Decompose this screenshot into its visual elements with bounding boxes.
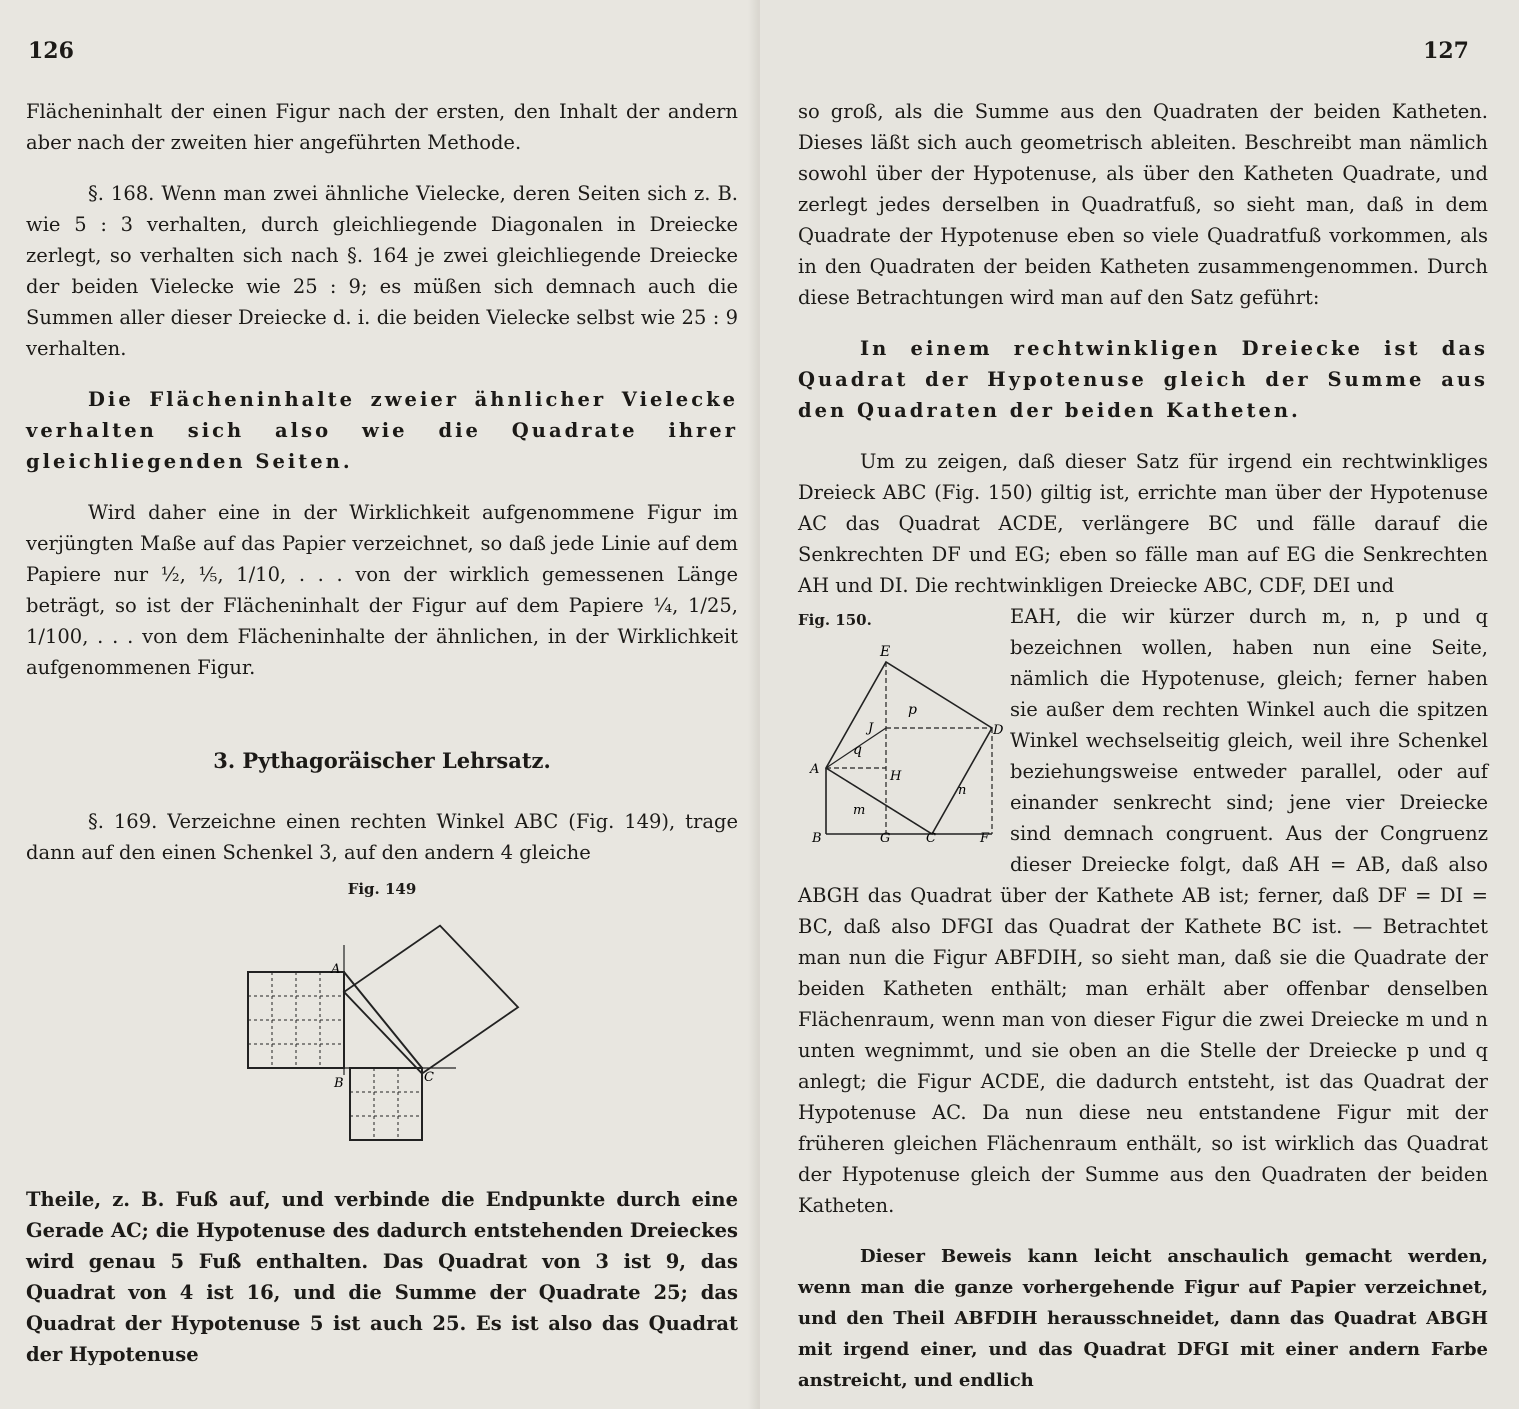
paragraph-proof-continued: EAH, die wir kürzer durch m, n, p und q bezeichnen wollen, haben nun eine Seite, nämlich die Hypotenuse, gleich; ferner haben sie außer dem rechten Winkel auch die spitzen Winkel wechselseitig gleich, weil ihre Schenkel beziehungsweise entweder parallel, oder auf einander senkrecht sind; jene vier Dreiecke sind demnach congruent. Aus der Congruenz dieser Dreiecke folgt, daß AH = AB, daß also ABGH das Quadrat über der Kathete AB ist; ferner, daß DF = DI = BC, daß also DFGI das Quadrat der Kathete BC ist. — Betrachtet man nun die Figur ABFDIH, so sieht man, daß sie die Quadrate der beiden Katheten enthält; man erhält aber offenbar denselben Flächenraum, wenn man von dieser Figur die zwei Dreiecke m und n unten wegnimmt, und sie oben an die Stelle der Dreiecke p und q anlegt; die Figur ACDE, die dadurch entsteht, ist das Quadrat der Hypotenuse AC. Da nun diese neu entstandene Figur mit der früheren gleichen Flächenraum enthält, so ist wirklich das Quadrat der Hypotenuse gleich der Summe aus den Quadraten der beiden Katheten.	[798, 605, 1488, 1217]
figure-149	[26, 874, 738, 1184]
fig150-label-j: J	[868, 721, 874, 736]
fig150-label-n: n	[958, 783, 967, 798]
paragraph-168: §. 168. Wenn man zwei ähnliche Vielecke, deren Seiten sich z. B. wie 5 : 3 verhalten, durch gleichliegende Diagonalen in Dreiecke zerlegt, so verhalten sich nach §. 164 je zwei gleichliegende Dreiecke der beiden Vielecke wie 25 : 9; es müßen sich demnach auch die Summen aller dieser Dreiecke d. i. die beiden Vielecke selbst wie 25 : 9 verhalten.	[26, 182, 738, 360]
fig150-label-d: D	[993, 723, 1004, 738]
fig150-label-c: C	[926, 831, 936, 846]
paragraph: Flächeninhalt der einen Figur nach der ersten, den Inhalt der andern aber nach der zweiten hier angeführten Methode.	[26, 100, 738, 154]
page-number-left: 126	[28, 38, 74, 64]
figure-149-diagram	[26, 905, 738, 1175]
left-column	[26, 96, 738, 1370]
paragraph-169: §. 169. Verzeichne einen rechten Winkel ABC (Fig. 149), trage dann auf den einen Schenkel 3, auf den andern 4 gleiche	[26, 810, 738, 864]
fig150-label-m: m	[853, 803, 866, 818]
fig150-label-e: E	[880, 644, 891, 660]
fig150-label-h: H	[890, 769, 902, 784]
theorem-statement: In einem rechtwinkligen Dreiecke ist das Quadrat der Hypotenuse gleich der Summe aus den Quadraten der beiden Katheten.	[798, 337, 1488, 422]
paragraph: Theile, z. B. Fuß auf, und verbinde die Endpunkte durch eine Gerade AC; die Hypotenuse des dadurch entstehenden Dreieckes wird genau 5 Fuß enthalten. Das Quadrat von 3 ist 9, das Quadrat von 4 ist 16, und die Summe der Quadrate 25; das Quadrat der Hypotenuse 5 ist auch 25. Es ist also das Quadrat der Hypotenuse	[26, 1188, 738, 1366]
section-heading: 3. Pythagoräischer Lehrsatz.	[213, 748, 551, 773]
fig150-label-b: B	[812, 831, 822, 846]
paragraph: Dieser Beweis kann leicht anschaulich gemacht werden, wenn man die ganze vorhergehende Figur auf Papier verzeichnet, und den Theil ABFDIH herausschneidet, dann das Quadrat ABGH mit irgend einer, und das Quadrat DFGI mit einer andern Farbe anstreicht, und endlich	[798, 1246, 1488, 1391]
fig150-label-q: q	[853, 742, 862, 758]
figure-caption: Fig. 149	[347, 880, 417, 898]
page-number-right: 127	[1423, 38, 1469, 64]
fig150-label-a: A	[810, 762, 820, 777]
fig150-label-p: p	[908, 702, 917, 718]
fig149-label-a: A	[331, 962, 341, 977]
paragraph: Wird daher eine in der Wirklichkeit aufgenommene Figur im verjüngten Maße auf das Papier verzeichnet, so daß jede Linie auf dem Papiere nur ½, ⅕, 1/10, . . . von der wirklich gemessenen Länge beträgt, so ist der Flächeninhalt der Figur auf dem Papiere ¼, 1/25, 1/100, . . . von dem Flächeninhalte der ähnlichen, in der Wirklichkeit aufgenommenen Figur.	[26, 501, 738, 679]
fig149-label-b: B	[334, 1076, 344, 1091]
fig150-label-f: F	[980, 831, 990, 846]
right-page	[760, 0, 1519, 1409]
paragraph: so groß, als die Summe aus den Quadraten der beiden Katheten. Dieses läßt sich auch geometrisch ableiten. Beschreibt man nämlich sowohl über der Hypotenuse, als über den Katheten Quadrate, und zerlegt jedes derselben in Quadratfuß, so sieht man, daß in dem Quadrate der Hypotenuse eben so viele Quadratfuß vorkommen, als in den Quadraten der beiden Katheten zusammengenommen. Durch diese Betrachtungen wird man auf den Satz geführt:	[798, 100, 1488, 309]
paragraph-proof: Um zu zeigen, daß dieser Satz für irgend ein rechtwinkliges Dreieck ABC (Fig. 150) giltig ist, errichte man über der Hypotenuse AC das Quadrat ACDE, verlängere BC und fälle darauf die Senkrechten DF und EG; eben so fälle man auf EG die Senkrechten AH und DI. Die rechtwinkligen Dreiecke ABC, CDF, DEI und	[798, 450, 1488, 597]
right-column	[798, 96, 1488, 1396]
fig149-label-c: C	[424, 1070, 434, 1085]
figure-150	[798, 605, 1004, 855]
figure-150-diagram	[798, 636, 1004, 846]
theorem-statement: Die Flächeninhalte zweier ähnlicher Vielecke verhalten sich also wie die Quadrate ihrer gleichliegenden Seiten.	[26, 388, 738, 473]
fig150-label-g: G	[880, 831, 891, 846]
figure-caption: Fig. 150.	[798, 611, 872, 629]
